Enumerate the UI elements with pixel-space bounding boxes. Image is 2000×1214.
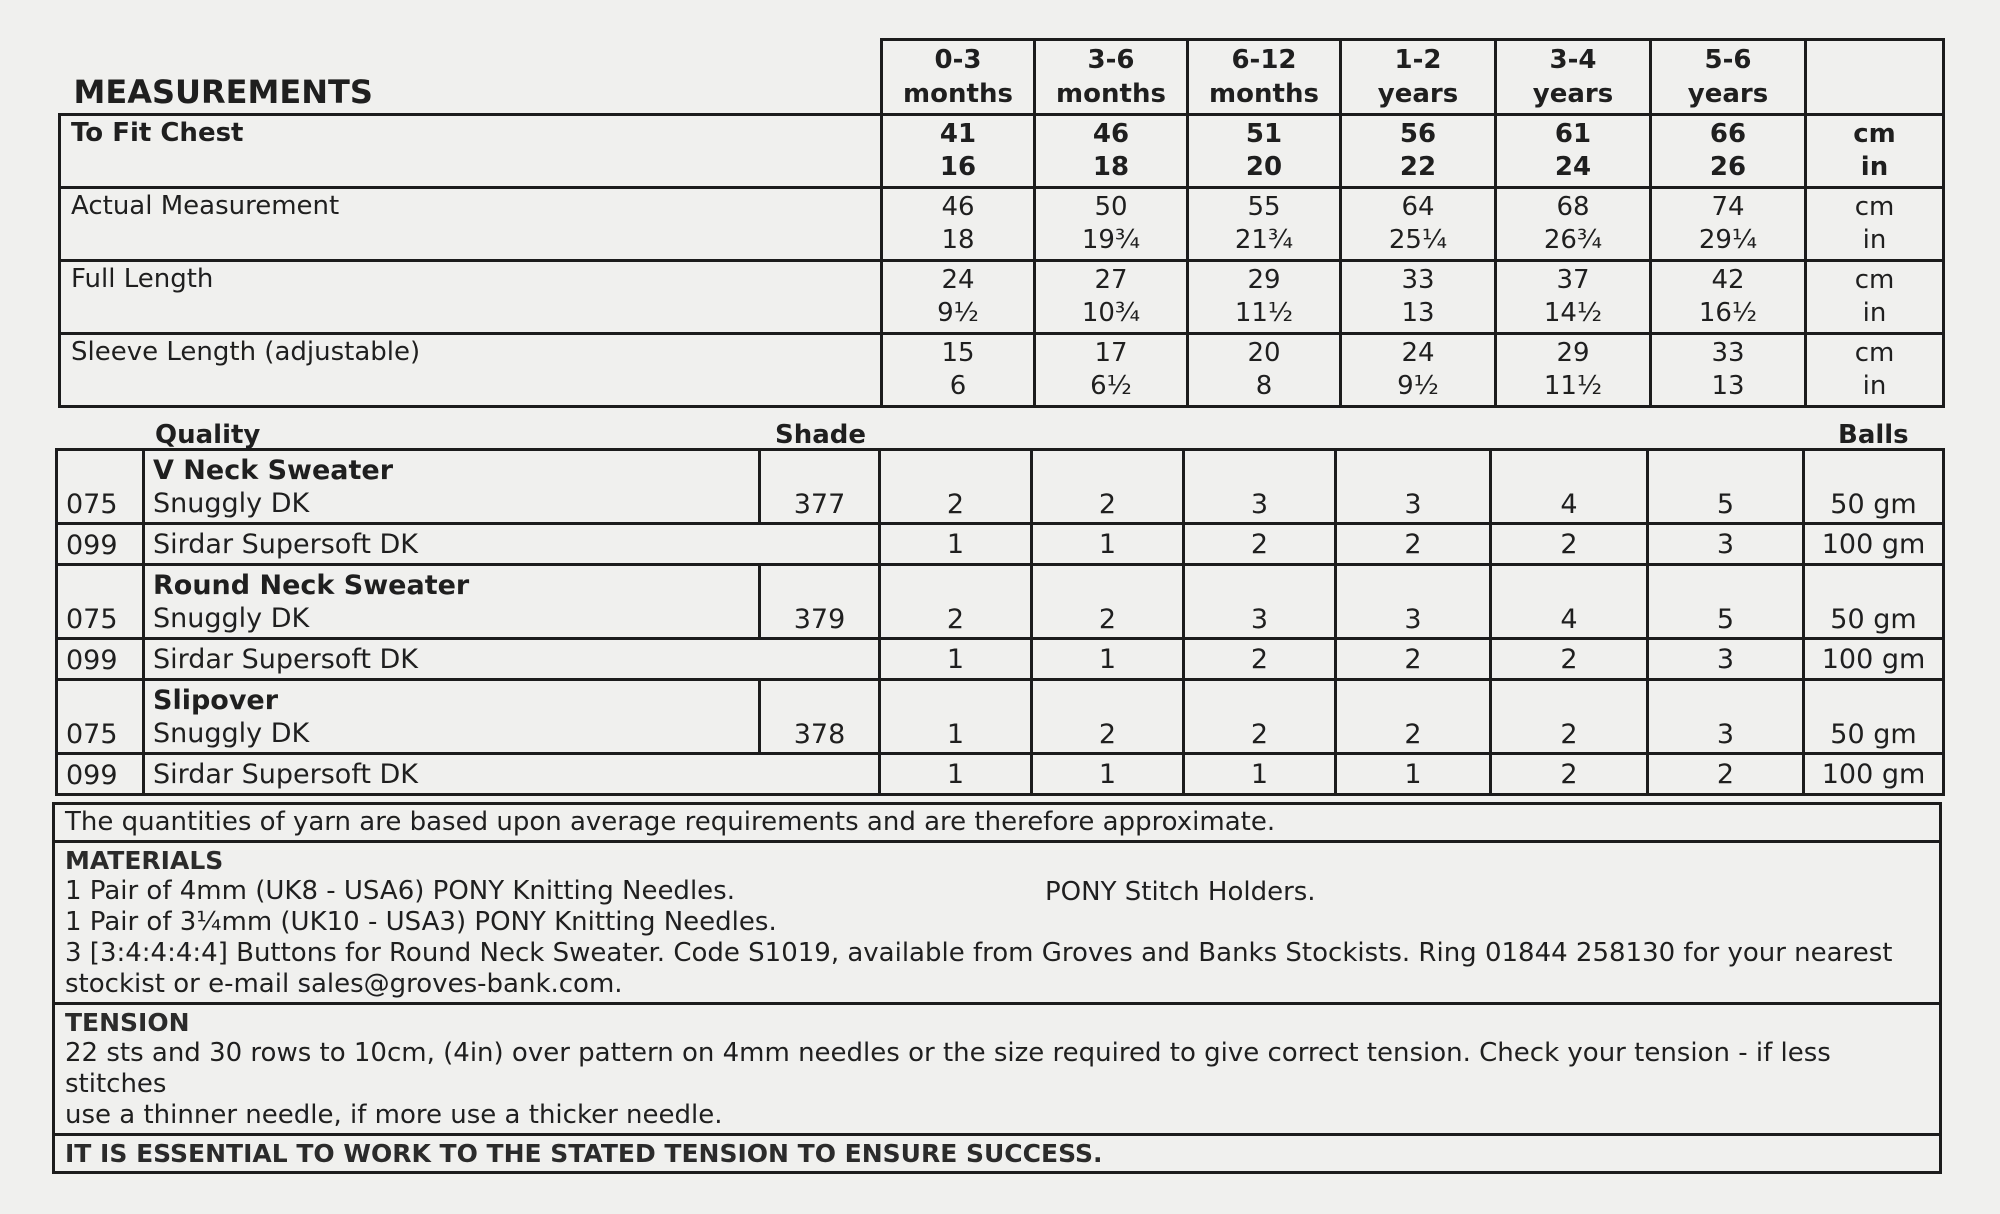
essential-row [54,1135,1941,1173]
shade-header: Shade [775,420,867,450]
value-cell: 24 9½ [882,261,1035,334]
unit-cell: cm in [1806,188,1944,261]
measurement-row [60,334,1944,407]
balls-cell: 2 [1491,754,1648,795]
balls-cell: 3 [1184,450,1336,524]
yarn-header [0,410,2000,450]
value-cell: 74 29¼ [1651,188,1806,261]
size-header: 1-2 years [1341,40,1496,115]
balls-cell: 1 [880,524,1032,565]
balls-cell: 1 [880,639,1032,680]
measurements-title: MEASUREMENTS [73,73,373,111]
size-header-row [60,40,1944,115]
yarn-quality: V Neck Sweater Snuggly DK [144,450,760,524]
balls-cell: 2 [1032,450,1184,524]
value-cell: 68 26¾ [1496,188,1651,261]
balls-cell: 2 [1336,680,1491,754]
yarn-sub-row [57,754,1944,795]
materials-row [54,842,1941,1004]
balls-cell: 1 [1032,639,1184,680]
balls-cell: 2 [1184,639,1336,680]
value-cell: 46 18 [882,188,1035,261]
size-header: 3-4 years [1496,40,1651,115]
shade-cell: 377 [760,450,880,524]
materials-box [52,802,1942,1174]
measurements-table [58,38,1945,408]
balls-cell: 3 [1648,680,1804,754]
balls-cell: 4 [1491,565,1648,639]
balls-header: Balls [1838,420,1909,450]
yarn-quality: Slipover Snuggly DK [144,680,760,754]
balls-cell: 3 [1184,565,1336,639]
balls-cell: 3 [1336,450,1491,524]
size-header: 3-6 months [1035,40,1188,115]
value-cell: 41 16 [882,115,1035,188]
weight-cell: 100 gm [1804,524,1944,565]
balls-cell: 3 [1648,524,1804,565]
balls-cell: 1 [880,680,1032,754]
balls-cell: 5 [1648,450,1804,524]
value-cell: 29 11½ [1496,334,1651,407]
garment-name: Round Neck Sweater [153,570,470,601]
measurement-row [60,115,1944,188]
value-cell: 50 19¾ [1035,188,1188,261]
balls-cell: 2 [1336,524,1491,565]
yarn-table [55,448,1945,796]
size-header: 0-3 months [882,40,1035,115]
balls-cell: 1 [880,754,1032,795]
balls-cell: 3 [1336,565,1491,639]
quantities-row [54,804,1941,842]
tension-line: use a thinner needle, if more use a thicker needle. [65,1100,723,1130]
unit-cell: cm in [1806,115,1944,188]
row-label: Actual Measurement [60,188,882,261]
balls-cell: 2 [880,450,1032,524]
stitch-holders-note: PONY Stitch Holders. [1045,877,1316,907]
balls-cell: 3 [1648,639,1804,680]
value-cell: 27 10¾ [1035,261,1188,334]
yarn-main-row [57,680,1944,754]
value-cell: 33 13 [1341,261,1496,334]
shade-cell: 379 [760,565,880,639]
quantities-note: The quantities of yarn are based upon average requirements and are therefore approximate. [54,804,1941,842]
yarn-quality: Sirdar Supersoft DK [144,524,880,565]
measurement-row [60,188,1944,261]
value-cell: 51 20 [1188,115,1341,188]
balls-cell: 1 [1032,524,1184,565]
materials-line: 1 Pair of 3¼mm (UK10 - USA3) PONY Knitting Needles. [65,907,777,937]
weight-cell: 100 gm [1804,639,1944,680]
value-cell: 56 22 [1341,115,1496,188]
yarn-code: 075 [57,565,144,639]
balls-cell: 2 [1491,524,1648,565]
yarn-main-row [57,565,1944,639]
balls-cell: 2 [1184,680,1336,754]
value-cell: 42 16½ [1651,261,1806,334]
value-cell: 64 25¼ [1341,188,1496,261]
balls-cell: 2 [1336,639,1491,680]
size-header: 5-6 years [1651,40,1806,115]
unit-header [1806,40,1944,115]
balls-cell: 1 [1184,754,1336,795]
value-cell: 55 21¾ [1188,188,1341,261]
yarn-quality: Sirdar Supersoft DK [144,754,880,795]
yarn-code: 075 [57,450,144,524]
row-label: Sleeve Length (adjustable) [60,334,882,407]
yarn-main-row [57,450,1944,524]
yarn-sub-row [57,524,1944,565]
balls-cell: 5 [1648,565,1804,639]
materials-line: 3 [3:4:4:4:4] Buttons for Round Neck Sweater. Code S1019, available from Groves and Banks Stockists. Ring 01844 258130 for your nearest [65,938,1893,968]
quality-header: Quality [155,420,261,450]
row-label: Full Length [60,261,882,334]
balls-cell: 2 [1491,680,1648,754]
balls-cell: 2 [1491,639,1648,680]
yarn-quality: Sirdar Supersoft DK [144,639,880,680]
tension-line: 22 sts and 30 rows to 10cm, (4in) over pattern on 4mm needles or the size required to give correct tension. Check your tension - if less stitches [65,1038,1831,1099]
weight-cell: 100 gm [1804,754,1944,795]
balls-cell: 4 [1491,450,1648,524]
value-cell: 17 6½ [1035,334,1188,407]
balls-cell: 2 [880,565,1032,639]
value-cell: 33 13 [1651,334,1806,407]
garment-name: Slipover [153,685,279,716]
unit-cell: cm in [1806,334,1944,407]
yarn-code: 099 [57,639,144,680]
value-cell: 20 8 [1188,334,1341,407]
balls-cell: 1 [1032,754,1184,795]
yarn-sub-row [57,639,1944,680]
balls-cell: 2 [1184,524,1336,565]
weight-cell: 50 gm [1804,565,1944,639]
value-cell: 46 18 [1035,115,1188,188]
garment-name: V Neck Sweater [153,455,394,486]
balls-cell: 2 [1032,680,1184,754]
value-cell: 15 6 [882,334,1035,407]
yarn-code: 099 [57,524,144,565]
yarn-code: 099 [57,754,144,795]
balls-cell: 2 [1032,565,1184,639]
row-label: To Fit Chest [60,115,882,188]
balls-cell: 1 [1336,754,1491,795]
value-cell: 24 9½ [1341,334,1496,407]
shade-cell: 378 [760,680,880,754]
yarn-quality: Round Neck Sweater Snuggly DK [144,565,760,639]
value-cell: 37 14½ [1496,261,1651,334]
materials-title: MATERIALS [65,846,224,875]
unit-cell: cm in [1806,261,1944,334]
value-cell: 66 26 [1651,115,1806,188]
size-header: 6-12 months [1188,40,1341,115]
measurement-row [60,261,1944,334]
weight-cell: 50 gm [1804,450,1944,524]
value-cell: 29 11½ [1188,261,1341,334]
materials-line: 1 Pair of 4mm (UK8 - USA6) PONY Knitting Needles. [65,876,735,906]
weight-cell: 50 gm [1804,680,1944,754]
balls-cell: 2 [1648,754,1804,795]
value-cell: 61 24 [1496,115,1651,188]
materials-line: stockist or e-mail sales@groves-bank.com. [65,969,623,999]
tension-title: TENSION [65,1008,190,1037]
yarn-code: 075 [57,680,144,754]
essential-note: IT IS ESSENTIAL TO WORK TO THE STATED TENSION TO ENSURE SUCCESS. [54,1135,1941,1173]
tension-row [54,1004,1941,1135]
